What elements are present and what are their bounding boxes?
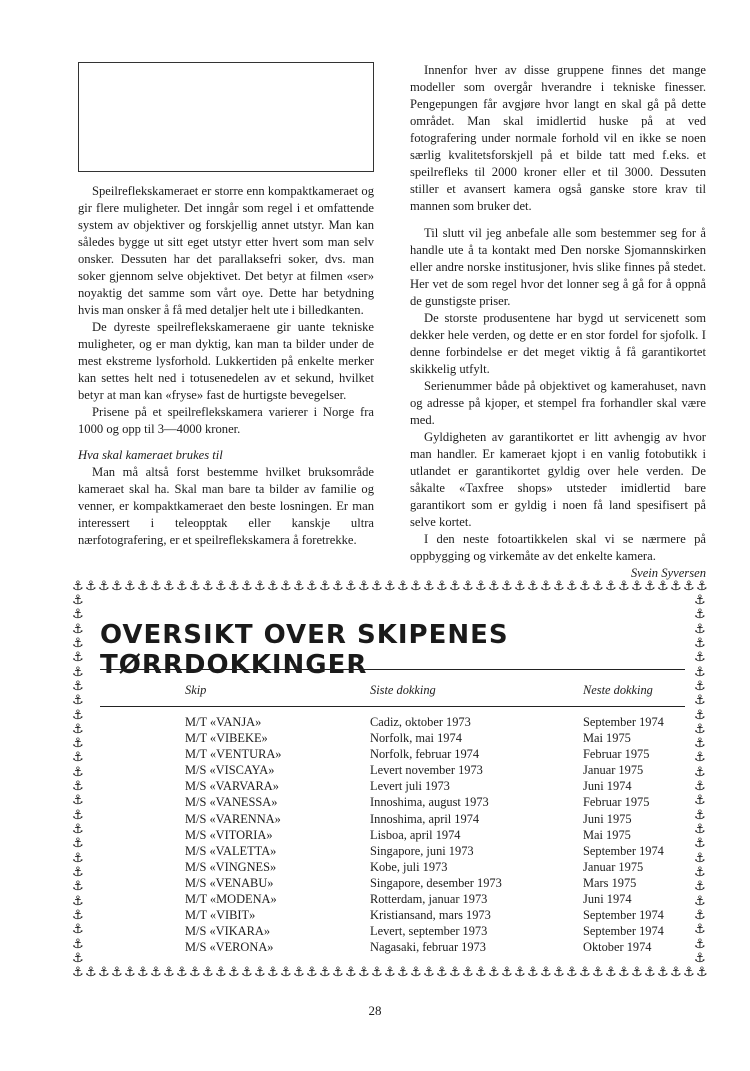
anchor-icon: ⚓ bbox=[306, 579, 318, 594]
anchor-icon: ⚓ bbox=[72, 893, 84, 909]
anchor-icon: ⚓ bbox=[72, 879, 84, 895]
table-row bbox=[100, 811, 690, 827]
anchor-icon: ⚓ bbox=[384, 579, 396, 594]
anchor-icon: ⚓ bbox=[462, 579, 474, 594]
anchor-icon: ⚓ bbox=[319, 579, 331, 594]
anchor-icon: ⚓ bbox=[228, 579, 240, 594]
right-text-column bbox=[410, 62, 706, 582]
anchor-icon: ⚓ bbox=[618, 965, 630, 980]
ship-name-cell: M/T «VIBIT» bbox=[185, 908, 256, 923]
anchor-icon: ⚓ bbox=[254, 579, 266, 594]
table-row bbox=[100, 891, 690, 907]
table-row bbox=[100, 843, 690, 859]
paragraph: De dyreste speilreflekskameraene gir uante tekniske muligheter, og er man dyktig, kan man ta bilder under de mest ekstreme lysforhold. Lukkertiden på enkelte merker kan settes helt ned i totusenedelen av et sekund, hvilket betyr at man kan «fryse» fast de hurtigste bevegelser. bbox=[78, 320, 374, 402]
anchor-icon: ⚓ bbox=[124, 965, 136, 980]
anchor-icon: ⚓ bbox=[605, 965, 617, 980]
anchor-icon: ⚓ bbox=[694, 779, 706, 795]
last-docking-cell: Cadiz, oktober 1973 bbox=[370, 715, 471, 729]
anchor-border-right bbox=[694, 594, 706, 966]
anchor-icon: ⚓ bbox=[267, 579, 279, 594]
anchor-icon: ⚓ bbox=[694, 707, 706, 723]
photo-placeholder-frame bbox=[78, 62, 374, 172]
ship-name-cell: M/S «VANESSA» bbox=[185, 795, 278, 810]
next-docking-cell: Mai 1975 bbox=[583, 827, 631, 842]
next-docking-cell: September 1974 bbox=[583, 715, 664, 729]
anchor-icon: ⚓ bbox=[696, 965, 708, 980]
anchor-icon: ⚓ bbox=[423, 965, 435, 980]
anchor-icon: ⚓ bbox=[436, 965, 448, 980]
anchor-icon: ⚓ bbox=[215, 965, 227, 980]
last-docking-cell: Levert juli 1973 bbox=[370, 779, 450, 794]
anchor-icon: ⚓ bbox=[150, 965, 162, 980]
anchor-icon: ⚓ bbox=[514, 579, 526, 594]
anchor-icon: ⚓ bbox=[72, 707, 84, 723]
anchor-icon: ⚓ bbox=[332, 965, 344, 980]
anchor-icon: ⚓ bbox=[150, 579, 162, 594]
table-row bbox=[100, 875, 690, 891]
anchor-icon: ⚓ bbox=[72, 836, 84, 852]
next-docking-cell: Januar 1975 bbox=[583, 763, 644, 778]
anchor-icon: ⚓ bbox=[72, 965, 84, 980]
paragraph: Prisene på et speilreflekskamera varierer i Norge fra 1000 og opp til 3—4000 kroner. bbox=[78, 405, 374, 436]
anchor-icon: ⚓ bbox=[618, 579, 630, 594]
anchor-icon: ⚓ bbox=[694, 736, 706, 752]
anchor-icon: ⚓ bbox=[254, 965, 266, 980]
anchor-icon: ⚓ bbox=[124, 579, 136, 594]
anchor-icon: ⚓ bbox=[72, 721, 84, 737]
anchor-border-top bbox=[72, 580, 708, 594]
anchor-icon: ⚓ bbox=[696, 579, 708, 594]
last-docking-cell: Lisboa, april 1974 bbox=[370, 827, 461, 842]
last-docking-cell: Innoshima, august 1973 bbox=[370, 795, 489, 810]
anchor-icon: ⚓ bbox=[241, 965, 253, 980]
anchor-icon: ⚓ bbox=[293, 965, 305, 980]
anchor-icon: ⚓ bbox=[267, 965, 279, 980]
ship-name-cell: M/S «VENABU» bbox=[185, 875, 274, 890]
anchor-icon: ⚓ bbox=[280, 579, 292, 594]
table-row bbox=[100, 794, 690, 810]
anchor-icon: ⚓ bbox=[694, 893, 706, 909]
anchor-icon: ⚓ bbox=[189, 965, 201, 980]
anchor-icon: ⚓ bbox=[215, 579, 227, 594]
anchor-icon: ⚓ bbox=[694, 836, 706, 852]
paragraph: Serienummer både på objektivet og kamerahuset, navn og adresse på kjoper, et stempel fra forhandler skal være med. bbox=[410, 379, 706, 427]
anchor-icon: ⚓ bbox=[72, 950, 84, 966]
anchor-border-bottom bbox=[72, 966, 708, 980]
table-top-rule bbox=[100, 669, 685, 670]
anchor-icon: ⚓ bbox=[384, 965, 396, 980]
anchor-icon: ⚓ bbox=[694, 822, 706, 837]
anchor-icon: ⚓ bbox=[98, 579, 110, 594]
anchor-icon: ⚓ bbox=[566, 965, 578, 980]
table-row bbox=[100, 778, 690, 794]
anchor-icon: ⚓ bbox=[592, 579, 604, 594]
anchor-icon: ⚓ bbox=[111, 965, 123, 980]
header-next-docking: Neste dokking bbox=[583, 683, 653, 697]
anchor-icon: ⚓ bbox=[488, 965, 500, 980]
anchor-icon: ⚓ bbox=[137, 579, 149, 594]
anchor-icon: ⚓ bbox=[72, 635, 84, 651]
anchor-icon: ⚓ bbox=[72, 750, 84, 766]
anchor-icon: ⚓ bbox=[644, 965, 656, 980]
anchor-icon: ⚓ bbox=[694, 721, 706, 737]
next-docking-cell: Juni 1974 bbox=[583, 892, 632, 907]
anchor-icon: ⚓ bbox=[694, 664, 706, 680]
anchor-icon: ⚓ bbox=[72, 579, 84, 594]
anchor-icon: ⚓ bbox=[694, 879, 706, 895]
ship-name-cell: M/S «VIKARA» bbox=[185, 924, 271, 939]
anchor-icon: ⚓ bbox=[72, 864, 84, 880]
last-docking-cell: Rotterdam, januar 1973 bbox=[370, 892, 488, 907]
paragraph: Innenfor hver av disse gruppene finnes det mange modeller som overgår hverandre i tekniske finesser. Pengepungen får avgjøre hvor langt en skal gå på dette området. Man skal imidlertid huske på at ved fotografering under normale forhold vil en ikke se noen særlig kvalitetsforskjell på et bilde tatt med f.eks. et speilrefleks til 2000 kroner eller et til 3000. Dessuten stiller et avansert kamera også ganske store krav til mannen som bruker det. bbox=[410, 63, 706, 213]
ship-name-cell: M/T «VIBEKE» bbox=[185, 731, 268, 746]
last-docking-cell: Levert, september 1973 bbox=[370, 924, 488, 939]
anchor-icon: ⚓ bbox=[358, 965, 370, 980]
anchor-icon: ⚓ bbox=[319, 965, 331, 980]
anchor-icon: ⚓ bbox=[501, 965, 513, 980]
next-docking-cell: Oktober 1974 bbox=[583, 940, 652, 955]
last-docking-cell: Innoshima, april 1974 bbox=[370, 811, 480, 826]
paragraph: Speilreflekskameraet er storre enn kompaktkameraet og gir flere muligheter. Det inngår som regel i et omfattende system av objektiver og forskjellig annet utstyr. Man kan således bygge ut sitt eget utstyr etter hvert som man selv onsker. Dessuten har det parallaksefri soker, dvs. man soker gjennom selve objektivet. Det betyr at filmen «ser» noyaktig det samme som vårt oye. Dette har betydning hvis man onsker å få med detaljer helt ute i billedkanten. bbox=[78, 184, 374, 317]
table-row bbox=[100, 827, 690, 843]
ship-name-cell: M/S «VISCAYA» bbox=[185, 763, 275, 778]
anchor-icon: ⚓ bbox=[423, 579, 435, 594]
paragraph: I den neste fotoartikkelen skal vi se nærmere på oppbygging og virkemåte av det enkelte kamera. bbox=[410, 532, 706, 563]
anchor-icon: ⚓ bbox=[694, 936, 706, 952]
anchor-icon: ⚓ bbox=[694, 678, 706, 694]
anchor-icon: ⚓ bbox=[72, 650, 84, 666]
anchor-icon: ⚓ bbox=[410, 965, 422, 980]
anchor-icon: ⚓ bbox=[592, 965, 604, 980]
table-row bbox=[100, 714, 690, 730]
last-docking-cell: Kristiansand, mars 1973 bbox=[370, 908, 491, 923]
anchor-icon: ⚓ bbox=[72, 822, 84, 837]
anchor-icon: ⚓ bbox=[176, 965, 188, 980]
table-title: OVERSIKT OVER SKIPENES TØRRDOKKINGER bbox=[100, 620, 509, 680]
anchor-icon: ⚓ bbox=[176, 579, 188, 594]
last-docking-cell: Levert november 1973 bbox=[370, 763, 483, 778]
paragraph: De storste produsentene har bygd ut servicenett som dekker hele verden, og dette er en stor fordel for sjofolk. I denne forbindelse er det meget viktig å få garantikortet skikkelig utfylt. bbox=[410, 311, 706, 376]
ship-name-cell: M/S «VARVARA» bbox=[185, 779, 279, 794]
table-row bbox=[100, 907, 690, 923]
anchor-icon: ⚓ bbox=[72, 621, 84, 637]
last-docking-cell: Kobe, juli 1973 bbox=[370, 859, 448, 874]
anchor-icon: ⚓ bbox=[631, 579, 643, 594]
last-docking-cell: Singapore, juni 1973 bbox=[370, 843, 474, 858]
anchor-icon: ⚓ bbox=[694, 693, 706, 709]
section-subheading: Hva skal kameraet brukes til bbox=[78, 448, 223, 462]
anchor-icon: ⚓ bbox=[670, 579, 682, 594]
anchor-icon: ⚓ bbox=[72, 793, 84, 809]
ship-name-cell: M/T «VANJA» bbox=[185, 715, 262, 729]
ship-name-cell: M/S «VERONA» bbox=[185, 940, 274, 955]
ship-name-cell: M/T «VENTURA» bbox=[185, 747, 282, 762]
next-docking-cell: September 1974 bbox=[583, 924, 664, 939]
anchor-icon: ⚓ bbox=[553, 579, 565, 594]
next-docking-cell: Juni 1975 bbox=[583, 811, 632, 826]
anchor-icon: ⚓ bbox=[670, 965, 682, 980]
anchor-border-left bbox=[72, 594, 84, 966]
anchor-icon: ⚓ bbox=[579, 965, 591, 980]
ship-name-cell: M/S «VINGNES» bbox=[185, 859, 277, 874]
anchor-icon: ⚓ bbox=[566, 579, 578, 594]
anchor-icon: ⚓ bbox=[694, 621, 706, 637]
table-row bbox=[100, 923, 690, 939]
anchor-icon: ⚓ bbox=[694, 650, 706, 666]
anchor-icon: ⚓ bbox=[449, 579, 461, 594]
left-text-column bbox=[78, 183, 374, 549]
anchor-icon: ⚓ bbox=[540, 965, 552, 980]
anchor-icon: ⚓ bbox=[694, 850, 706, 866]
ship-name-cell: M/S «VARENNA» bbox=[185, 811, 281, 826]
anchor-icon: ⚓ bbox=[85, 579, 97, 594]
anchor-icon: ⚓ bbox=[397, 579, 409, 594]
anchor-icon: ⚓ bbox=[462, 965, 474, 980]
docking-table bbox=[100, 680, 690, 955]
anchor-icon: ⚓ bbox=[163, 965, 175, 980]
ship-name-cell: M/S «VITORIA» bbox=[185, 827, 273, 842]
anchor-icon: ⚓ bbox=[72, 607, 84, 623]
anchor-icon: ⚓ bbox=[397, 965, 409, 980]
anchor-icon: ⚓ bbox=[345, 579, 357, 594]
anchor-icon: ⚓ bbox=[683, 579, 695, 594]
anchor-icon: ⚓ bbox=[436, 579, 448, 594]
page-number: 28 bbox=[368, 1003, 382, 1018]
table-body bbox=[100, 714, 690, 955]
anchor-icon: ⚓ bbox=[631, 965, 643, 980]
anchor-icon: ⚓ bbox=[694, 950, 706, 966]
anchor-icon: ⚓ bbox=[371, 579, 383, 594]
next-docking-cell: Mai 1975 bbox=[583, 731, 631, 746]
last-docking-cell: Singapore, desember 1973 bbox=[370, 875, 502, 890]
next-docking-cell: Februar 1975 bbox=[583, 795, 650, 810]
anchor-icon: ⚓ bbox=[553, 965, 565, 980]
anchor-icon: ⚓ bbox=[694, 907, 706, 923]
next-docking-cell: Mars 1975 bbox=[583, 875, 637, 890]
anchor-icon: ⚓ bbox=[72, 736, 84, 752]
anchor-icon: ⚓ bbox=[72, 807, 84, 823]
anchor-icon: ⚓ bbox=[514, 965, 526, 980]
anchor-icon: ⚓ bbox=[605, 579, 617, 594]
next-docking-cell: September 1974 bbox=[583, 908, 664, 923]
next-docking-cell: September 1974 bbox=[583, 843, 664, 858]
anchor-icon: ⚓ bbox=[98, 965, 110, 980]
anchor-icon: ⚓ bbox=[72, 693, 84, 709]
anchor-icon: ⚓ bbox=[657, 965, 669, 980]
anchor-icon: ⚓ bbox=[475, 965, 487, 980]
table-row bbox=[100, 859, 690, 875]
anchor-icon: ⚓ bbox=[644, 579, 656, 594]
anchor-icon: ⚓ bbox=[694, 793, 706, 809]
anchor-icon: ⚓ bbox=[579, 579, 591, 594]
last-docking-cell: Norfolk, februar 1974 bbox=[370, 747, 480, 762]
anchor-icon: ⚓ bbox=[345, 965, 357, 980]
anchor-icon: ⚓ bbox=[306, 965, 318, 980]
anchor-icon: ⚓ bbox=[694, 635, 706, 651]
anchor-icon: ⚓ bbox=[449, 965, 461, 980]
anchor-icon: ⚓ bbox=[202, 965, 214, 980]
anchor-icon: ⚓ bbox=[280, 965, 292, 980]
anchor-icon: ⚓ bbox=[72, 779, 84, 795]
paragraph: Man må altså forst bestemme hvilket bruksområde kameraet skal ha. Skal man bare ta bilder av familie og venner, er kompaktkameraet den beste losningen. Er man interessert i teleopptak eller kanskje ultra nærfotografering, er et speilreflekskamera å foretrekke. bbox=[78, 465, 374, 547]
anchor-icon: ⚓ bbox=[332, 579, 344, 594]
table-row bbox=[100, 746, 690, 762]
table-header-row bbox=[100, 680, 690, 702]
anchor-icon: ⚓ bbox=[72, 593, 84, 608]
anchor-icon: ⚓ bbox=[163, 579, 175, 594]
anchor-icon: ⚓ bbox=[72, 764, 84, 780]
last-docking-cell: Nagasaki, februar 1973 bbox=[370, 940, 486, 955]
paragraph: Til slutt vil jeg anbefale alle som bestemmer seg for å handle ute å ta kontakt med Den norske Sjomannskirken eller andre norske institusjoner, hvis slike finnes på stedet. Her vet de som regel hvor det lonner seg å gå for å oppnå de gunstigste priser. bbox=[410, 226, 706, 308]
ship-name-cell: M/T «MODENA» bbox=[185, 892, 277, 907]
anchor-icon: ⚓ bbox=[72, 850, 84, 866]
anchor-icon: ⚓ bbox=[694, 593, 706, 608]
table-row bbox=[100, 730, 690, 746]
table-row bbox=[100, 762, 690, 778]
anchor-icon: ⚓ bbox=[657, 579, 669, 594]
last-docking-cell: Norfolk, mai 1974 bbox=[370, 731, 462, 746]
anchor-icon: ⚓ bbox=[72, 664, 84, 680]
anchor-icon: ⚓ bbox=[85, 965, 97, 980]
anchor-icon: ⚓ bbox=[475, 579, 487, 594]
paragraph: Gyldigheten av garantikortet er litt avhengig av hvor man handler. Er kameraet kjopt i en vanlig fotobutikk i utlandet er garantikortet gyldig over hele verden. De såkalte «Taxfree shops» utsteder imidlertid bare garantikort som er gyldig i noen få land spesifisert på selve kortet. bbox=[410, 430, 706, 529]
anchor-icon: ⚓ bbox=[111, 579, 123, 594]
header-ship: Skip bbox=[185, 683, 207, 697]
anchor-icon: ⚓ bbox=[694, 922, 706, 938]
anchor-icon: ⚓ bbox=[202, 579, 214, 594]
anchor-icon: ⚓ bbox=[527, 965, 539, 980]
anchor-icon: ⚓ bbox=[527, 579, 539, 594]
anchor-icon: ⚓ bbox=[694, 807, 706, 823]
anchor-icon: ⚓ bbox=[488, 579, 500, 594]
anchor-icon: ⚓ bbox=[358, 579, 370, 594]
header-last-docking: Siste dokking bbox=[370, 683, 436, 697]
author-signature: Svein Syversen bbox=[630, 566, 706, 580]
anchor-icon: ⚓ bbox=[137, 965, 149, 980]
anchor-icon: ⚓ bbox=[241, 579, 253, 594]
anchor-icon: ⚓ bbox=[72, 922, 84, 938]
anchor-icon: ⚓ bbox=[410, 579, 422, 594]
anchor-icon: ⚓ bbox=[72, 678, 84, 694]
anchor-icon: ⚓ bbox=[72, 907, 84, 923]
anchor-icon: ⚓ bbox=[694, 764, 706, 780]
anchor-icon: ⚓ bbox=[694, 607, 706, 623]
anchor-icon: ⚓ bbox=[694, 750, 706, 766]
ship-name-cell: M/S «VALETTA» bbox=[185, 843, 277, 858]
anchor-icon: ⚓ bbox=[228, 965, 240, 980]
anchor-icon: ⚓ bbox=[683, 965, 695, 980]
next-docking-cell: Juni 1974 bbox=[583, 779, 632, 794]
anchor-icon: ⚓ bbox=[293, 579, 305, 594]
anchor-icon: ⚓ bbox=[694, 864, 706, 880]
table-row bbox=[100, 939, 690, 955]
anchor-icon: ⚓ bbox=[72, 936, 84, 952]
next-docking-cell: Januar 1975 bbox=[583, 859, 644, 874]
anchor-icon: ⚓ bbox=[501, 579, 513, 594]
anchor-icon: ⚓ bbox=[371, 965, 383, 980]
anchor-icon: ⚓ bbox=[189, 579, 201, 594]
anchor-icon: ⚓ bbox=[540, 579, 552, 594]
next-docking-cell: Februar 1975 bbox=[583, 747, 650, 762]
